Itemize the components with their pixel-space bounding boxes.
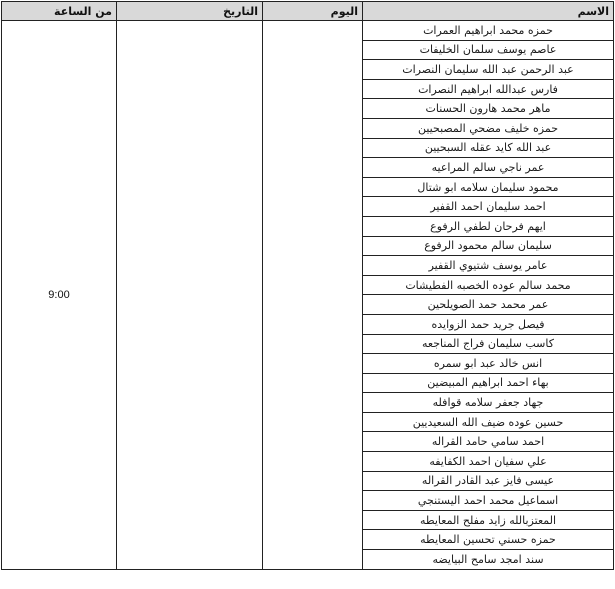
date-cell: [117, 21, 263, 570]
student-name: حسين عوده ضيف الله السعيديين: [363, 412, 614, 432]
student-name: احمد سليمان احمد القفير: [363, 197, 614, 217]
start-time: 9:00: [2, 21, 117, 570]
header-name: الاسم: [363, 2, 614, 21]
names-table: [1, 1, 614, 570]
student-name: عامر يوسف شتيوي القفير: [363, 256, 614, 276]
student-name: حمزه حسني تحسين المعايطه: [363, 530, 614, 550]
student-name: بهاء احمد ابراهيم المبيضين: [363, 373, 614, 393]
student-name: حمزه خليف مضحي المصبحيين: [363, 118, 614, 138]
header-date: التاريخ: [117, 2, 263, 21]
student-name: محمد سالم عوده الخصبه الفطيشات: [363, 275, 614, 295]
student-name: المعتزبالله زايد مفلح المعايطه: [363, 510, 614, 530]
student-name: احمد سامي حامد القراله: [363, 432, 614, 452]
day-cell: [263, 21, 363, 570]
student-name: عاصم يوسف سلمان الخليفات: [363, 40, 614, 60]
header-row: [2, 2, 614, 21]
student-name: ماهر محمد هارون الحسنات: [363, 99, 614, 119]
table-row: [2, 21, 614, 41]
student-name: كاسب سليمان فراج المناجعه: [363, 334, 614, 354]
header-day: اليوم: [263, 2, 363, 21]
student-name: جهاد جعفر سلامه قوافله: [363, 393, 614, 413]
student-name: محمود سليمان سلامه ابو شتال: [363, 177, 614, 197]
student-name: عمر محمد حمد الصويلحين: [363, 295, 614, 315]
student-name: علي سفيان احمد الكفايفه: [363, 452, 614, 472]
student-name: اسماعيل محمد احمد اليستنجي: [363, 491, 614, 511]
student-name: انس خالد عبد ابو سمره: [363, 354, 614, 374]
attendance-sheet: [1, 1, 613, 588]
student-name: عمر ناجي سالم المراعيه: [363, 158, 614, 178]
student-name: عيسى فايز عبد القادر القراله: [363, 471, 614, 491]
student-name: عبد الرحمن عبد الله سليمان النصرات: [363, 60, 614, 80]
student-name: حمزه محمد ابراهيم العمرات: [363, 21, 614, 41]
student-name: سند امجد سامح البيايضه: [363, 550, 614, 570]
student-name: ايهم فرحان لطفي الرفوع: [363, 216, 614, 236]
student-name: عبد الله كايد عقله السبحيين: [363, 138, 614, 158]
student-name: فيصل جريد حمد الزوايده: [363, 314, 614, 334]
header-from-hour: من الساعة: [2, 2, 117, 21]
student-name: سليمان سالم محمود الرفوع: [363, 236, 614, 256]
table-body: [2, 21, 614, 570]
student-name: فارس عبدالله ابراهيم النصرات: [363, 79, 614, 99]
